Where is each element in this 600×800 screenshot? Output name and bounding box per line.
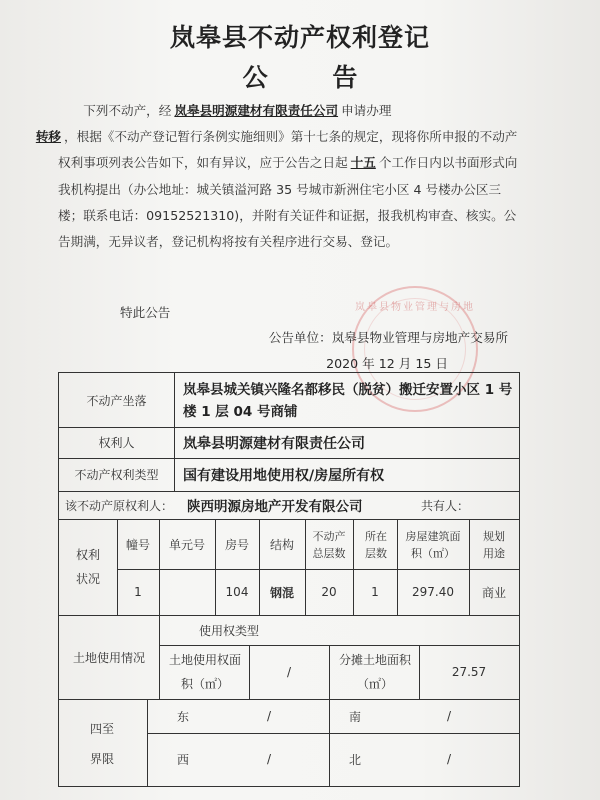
shared-area-label: 分摊土地面积（㎡）: [338, 653, 411, 691]
row-unit-no: [159, 569, 215, 615]
land-use-type-value: [329, 615, 509, 645]
page-subtitle: 公 告: [242, 63, 386, 92]
location-label: 不动产坐落: [86, 393, 147, 408]
land-use-type-label: 使用权类型: [199, 623, 260, 638]
notice-closing: 特此公告: [120, 305, 171, 320]
page-title: 岚皋县不动产权利登记: [169, 23, 430, 52]
boundary-label: 四至界限: [89, 722, 114, 766]
owner-label: 权利人: [98, 436, 135, 450]
col-floor: 所在层数: [365, 530, 387, 560]
col-planned-use: 规划用途: [483, 530, 505, 560]
original-owner-label: 该不动产原权利人：: [65, 498, 174, 513]
location-value: 岚皋县城关镇兴隆名都移民（脱贫）搬迁安置小区 1 号楼 1 层 04 号商铺: [183, 382, 513, 420]
row-building-area: 297.40: [412, 585, 454, 599]
issuing-unit: 公告单位：岚皋县物业管理与房地产交易所: [268, 330, 508, 345]
applicant-name: 岚皋县明源建材有限责任公司: [174, 103, 339, 118]
south-value: /: [446, 709, 452, 723]
south-label: 南: [349, 709, 362, 724]
notice-paragraph: [35, 98, 520, 255]
seal-text: 岚皋县物业管理与房地: [355, 302, 475, 313]
business-type: 转移: [35, 129, 61, 145]
row-total-floors: 20: [321, 585, 337, 599]
notice-text-pre: 下列不动产，经: [83, 103, 172, 118]
row-building-no: 1: [134, 585, 142, 599]
north-label: 北: [349, 752, 362, 767]
co-owner-label: 共有人：: [421, 498, 470, 513]
west-value: /: [266, 752, 272, 766]
objection-days: 十五: [350, 155, 376, 171]
right-type-label: 不动产权利类型: [74, 468, 159, 482]
row-planned-use: 商业: [481, 585, 506, 600]
notice-text-post: ，根据《不动产登记暂行条例实施细则》第十七条的规定，现将你所申报的不动产权利事项列表公告如下，如有异议，应于公告之日起: [58, 129, 518, 171]
row-structure: 钢混: [269, 585, 294, 600]
land-area-value: /: [286, 665, 292, 679]
col-building-area: 房屋建筑面积（㎡）: [405, 530, 461, 560]
west-label: 西: [177, 752, 190, 767]
land-use-label: 土地使用情况: [73, 651, 146, 665]
issue-date: 2020 年 12 月 15 日: [326, 356, 448, 371]
original-owner-value: 陕西明源房地产开发有限公司: [187, 499, 363, 515]
shared-area-value: 27.57: [451, 665, 487, 679]
rights-status-label: 权利状况: [75, 548, 100, 586]
row-room-no: 104: [225, 585, 249, 599]
east-value: /: [266, 709, 272, 723]
col-room-no: 房号: [224, 537, 249, 552]
notice-text-end: 个工作日内以书面形式向我机构提出（办公地址：城关镇溢河路 35 号城市新洲住宅小区 4 号楼办公区三楼；联系电话：09152521310)，并附有关证件和证据，报我机构审查、核实。公告期满，无异议者，登记机构将按有关程序进行交易、登记。: [58, 155, 518, 250]
north-value: /: [446, 752, 452, 766]
col-structure: 结构: [269, 537, 294, 552]
notice-body: [35, 98, 520, 255]
col-total-floors: 不动产总层数: [312, 530, 346, 560]
col-unit-no: 单元号: [168, 537, 205, 552]
right-type-value: 国有建设用地使用权/房屋所有权: [183, 467, 385, 484]
co-owner-value: [479, 491, 517, 519]
property-table: [58, 372, 520, 787]
land-area-label: 土地使用权面积（㎡）: [168, 653, 241, 691]
owner-value: 岚皋县明源建材有限责任公司: [183, 435, 365, 452]
col-building-no: 幢号: [125, 537, 150, 552]
notice-text-mid: 申请办理: [341, 103, 392, 118]
row-floor: 1: [371, 585, 379, 599]
east-label: 东: [177, 709, 190, 724]
